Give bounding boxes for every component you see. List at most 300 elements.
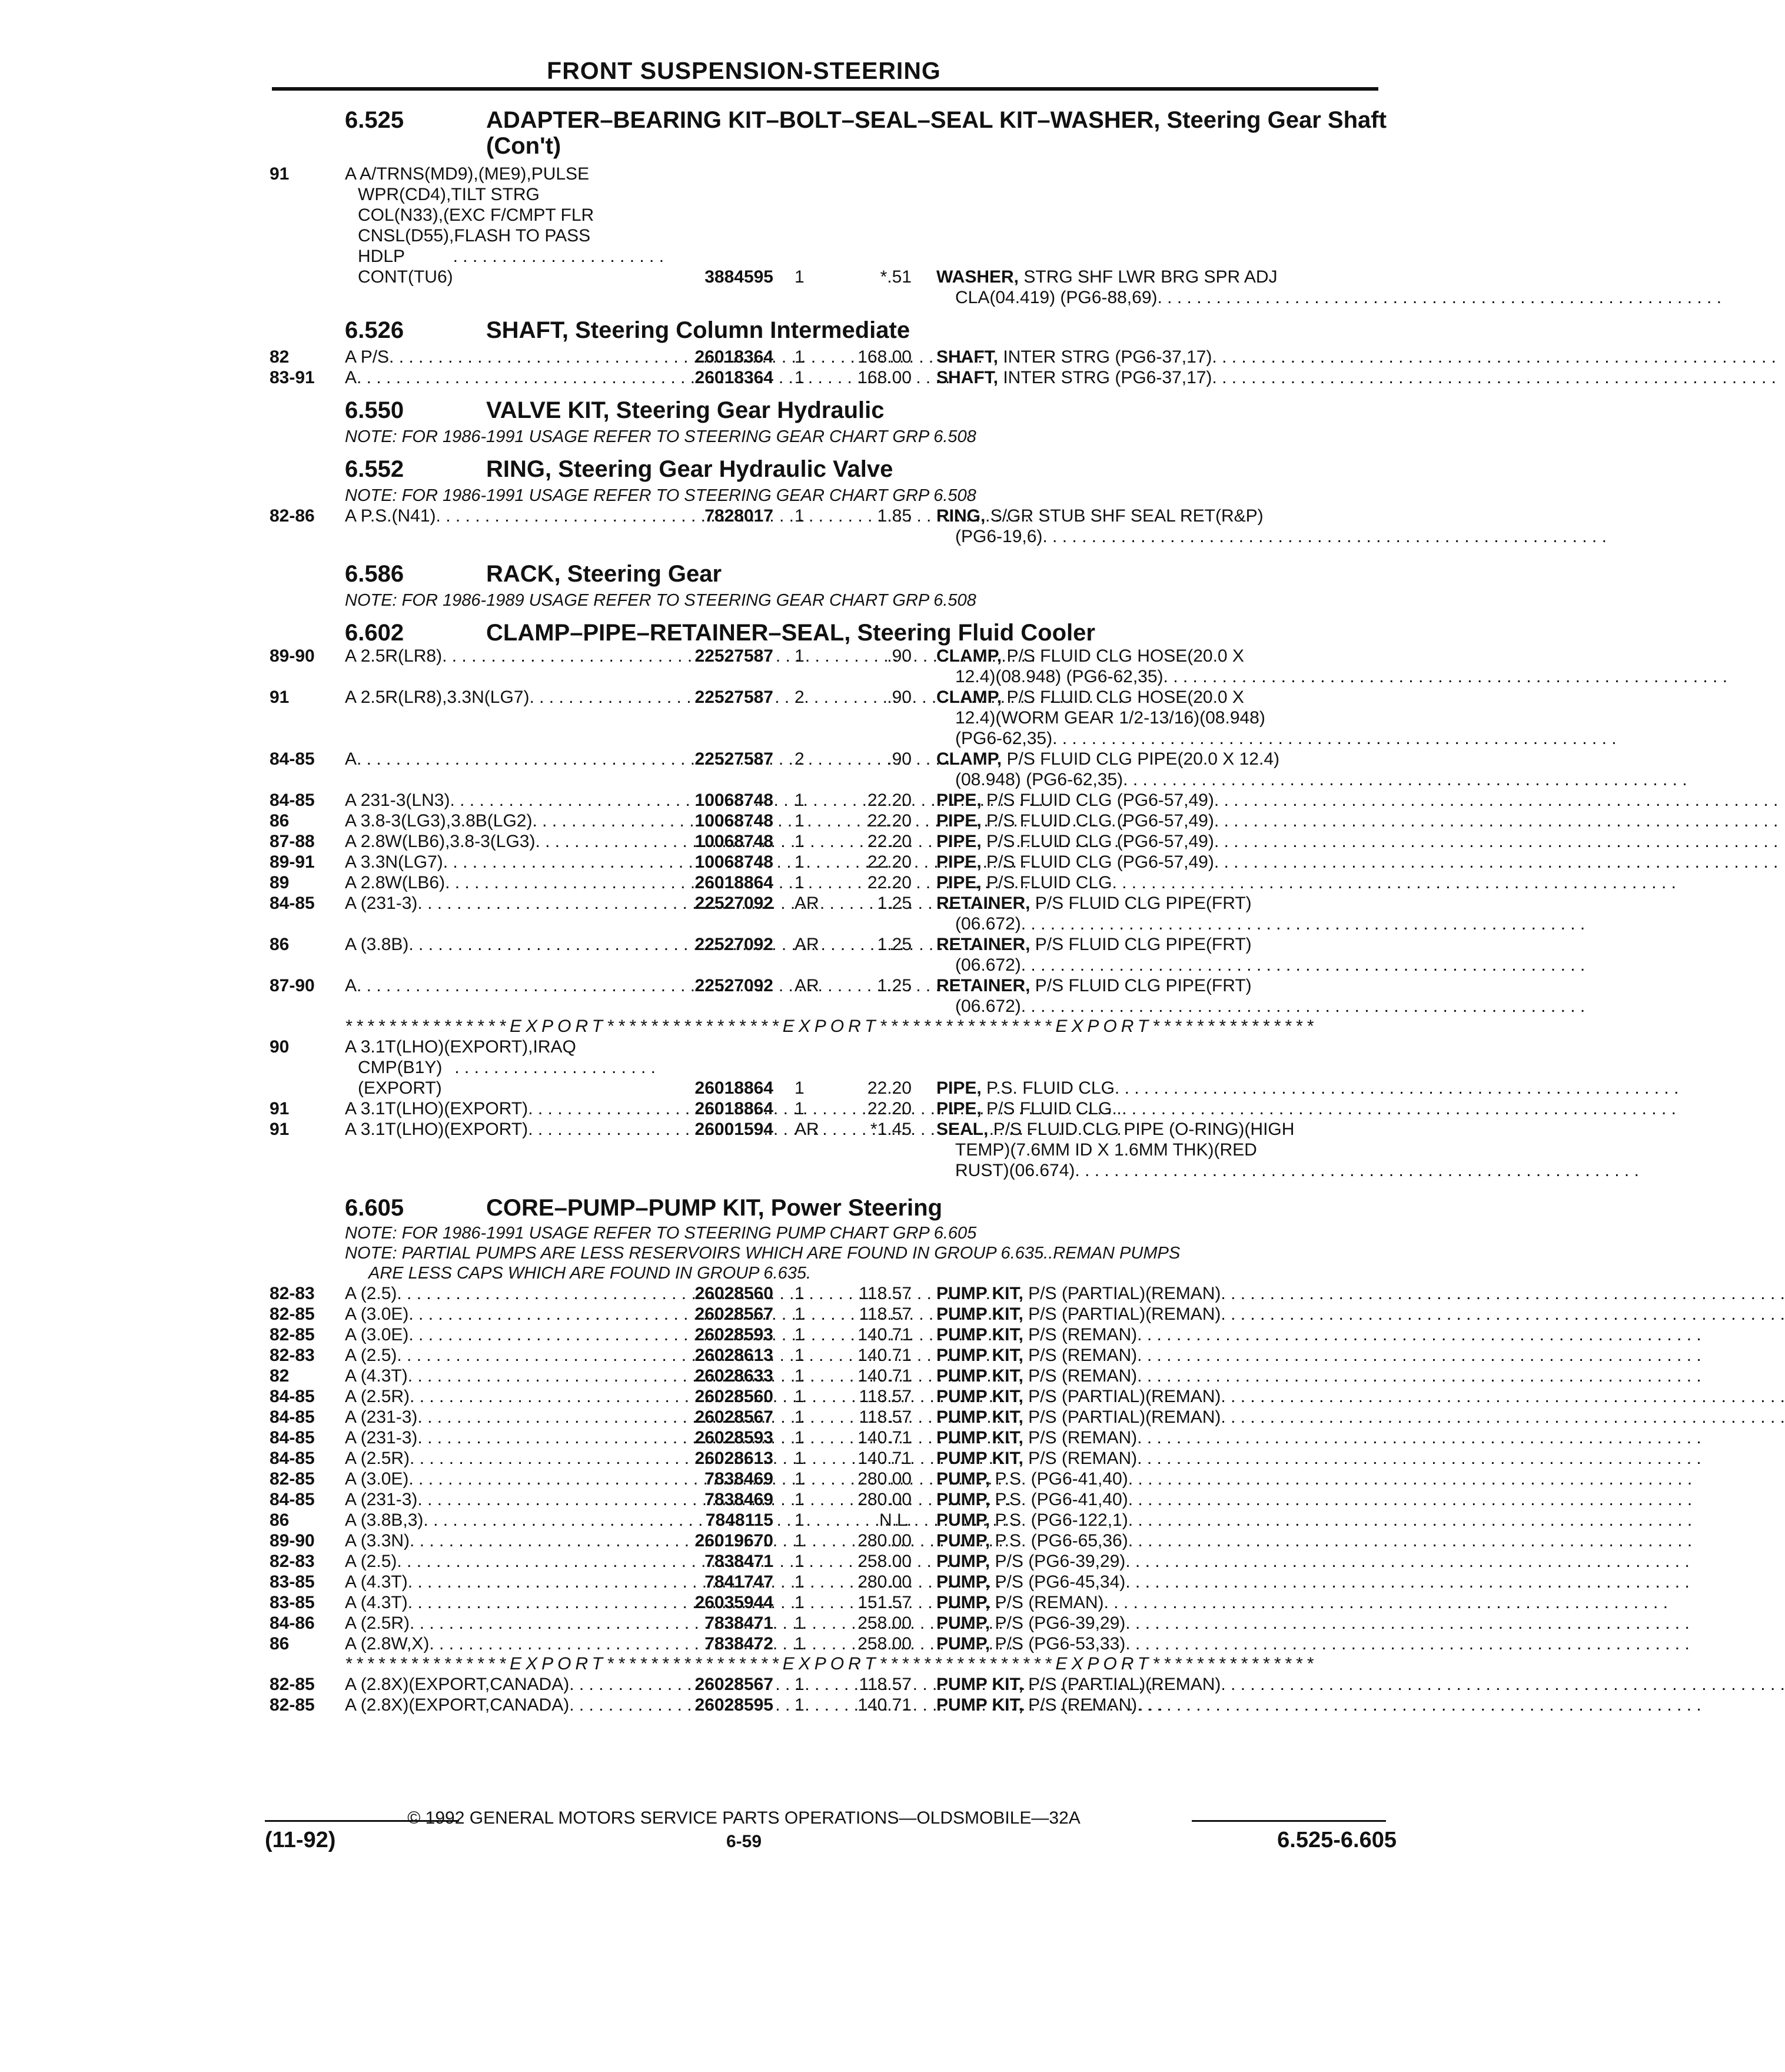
year-range: 87-90: [270, 976, 315, 995]
usage-text: A (2.8W,X): [345, 1634, 430, 1653]
price: .90: [887, 749, 912, 769]
description: [912, 1633, 1501, 1654]
usage-text: A (3.3N): [345, 1531, 410, 1550]
quantity: 1: [795, 1284, 805, 1303]
usage-cell: [345, 646, 656, 666]
usage-text: A (3.0E): [345, 1325, 409, 1344]
price: 140.71: [857, 1366, 912, 1386]
part-row: [270, 872, 1391, 893]
year-range: 84-85: [270, 1428, 315, 1447]
description-text: (06.672): [955, 914, 1021, 934]
price: 22.20: [867, 832, 912, 851]
year-range: 86: [270, 811, 290, 831]
year-range: 82: [270, 347, 290, 367]
usage-text: A: [345, 749, 357, 769]
dot-leader: [1021, 955, 1520, 975]
part-name: SHAFT,: [936, 368, 998, 387]
part-row: [270, 934, 1391, 955]
part-number: 7838469: [704, 1469, 773, 1489]
usage-cell: [345, 1572, 656, 1592]
description: [912, 1551, 1501, 1572]
part-number: 7841747: [704, 1572, 773, 1592]
dot-leader: [1137, 1366, 1500, 1386]
dot-leader: [1212, 347, 1500, 367]
year-range: 84-85: [270, 1490, 315, 1509]
quantity: 1: [795, 506, 805, 526]
description-text: (PG6-19,6): [955, 527, 1043, 546]
section-heading-6586: [270, 561, 1391, 587]
description-text: P/S FLUID CLG HOSE(20.0 X: [1006, 646, 1244, 666]
part-number: 26028593: [694, 1428, 773, 1447]
quantity: 1: [795, 1634, 805, 1653]
part-name: PUMP,: [936, 1552, 990, 1571]
price: 118.57: [859, 1387, 912, 1406]
part-row: [270, 646, 1391, 666]
description-text: INTER STRG (PG6-37,17): [1003, 347, 1212, 367]
part-row: [270, 1407, 1391, 1427]
section-heading-6602: [270, 620, 1391, 646]
price: 118.57: [859, 1304, 912, 1324]
part-number: 26018364: [694, 368, 773, 387]
description: [912, 872, 1501, 893]
part-number: 26028567: [694, 1407, 773, 1427]
description-text: P/S FLUID CLG (PG6-57,49): [986, 791, 1214, 810]
export-divider: ***************EXPORT****************EXPORT****************EXPORT***************: [345, 1017, 1318, 1036]
price: 1.25: [877, 976, 912, 995]
price: 1.25: [877, 935, 912, 954]
year-range: 82-85: [270, 1304, 315, 1324]
part-name: PUMP,: [936, 1510, 990, 1530]
part-row: [270, 1345, 1391, 1366]
quantity: 1: [795, 347, 805, 367]
quantity: 1: [795, 791, 805, 810]
part-row: [270, 790, 1391, 811]
price: 258.00: [857, 1613, 912, 1633]
price: 22.20: [867, 791, 912, 810]
part-name: PIPE,: [936, 832, 982, 851]
part-number: 10068748: [694, 791, 773, 810]
part-row: [270, 1119, 1391, 1140]
section-heading-6550: [270, 397, 1391, 423]
part-number: 26028595: [694, 1695, 773, 1715]
usage-text: A 3.1T(LHO)(EXPORT): [345, 1120, 528, 1139]
year-range: 82-85: [270, 1325, 315, 1344]
description: [912, 1304, 1501, 1324]
section-title: CLAMP–PIPE–RETAINER–SEAL, Steering Fluid Cooler: [486, 620, 1095, 646]
usage-cell: [345, 934, 656, 955]
part-number: 10068748: [694, 832, 773, 851]
part-row: [270, 852, 1391, 872]
usage-line: CNSL(D55),FLASH TO PASS: [358, 226, 591, 245]
quantity: AR: [795, 935, 819, 954]
usage-cell: [345, 1510, 656, 1530]
price: 140.71: [857, 1325, 912, 1344]
price: 22.20: [867, 1078, 912, 1098]
part-name: PUMP KIT,: [936, 1346, 1023, 1365]
part-row: [270, 1510, 1391, 1530]
description: [912, 1366, 1501, 1386]
part-number: 7838471: [704, 1613, 773, 1633]
year-range: 83-85: [270, 1572, 315, 1592]
part-name: RING,: [936, 506, 986, 526]
quantity: 1: [795, 1552, 805, 1571]
description-text: P/S (PG6-53,33): [995, 1634, 1126, 1653]
section-title: SHAFT, Steering Column Intermediate: [486, 317, 910, 343]
part-number: 26018864: [694, 873, 773, 892]
year-range: 90: [270, 1037, 290, 1057]
section-title: RACK, Steering Gear: [486, 561, 722, 587]
part-row: [270, 1613, 1391, 1633]
description: [912, 749, 1391, 769]
usage-cell: [345, 1037, 656, 1098]
usage-cell: [345, 1674, 656, 1695]
quantity: 1: [795, 1078, 805, 1098]
part-number: 26028613: [694, 1346, 773, 1365]
section-number: 6.550: [345, 397, 404, 423]
usage-cell: [345, 1530, 656, 1551]
section-heading-6525: [270, 107, 1391, 159]
part-row: [270, 367, 1391, 388]
price: 22.20: [867, 1099, 912, 1118]
dot-leader: [1021, 996, 1520, 1017]
part-row-continuation: [270, 769, 1391, 790]
quantity: 1: [795, 1675, 805, 1694]
usage-text: A 2.5R(LR8),3.3N(LG7): [345, 688, 530, 707]
dot-leader: [1052, 728, 1519, 749]
description-text: P/S FLUID CLG PIPE(FRT): [1035, 894, 1252, 913]
usage-cell: [345, 811, 656, 831]
description-text: P/S FLUID CLG PIPE(20.0 X 12.4): [1006, 749, 1279, 769]
section-heading-6552: [270, 456, 1391, 482]
description-text: P/S (REMAN): [1028, 1449, 1138, 1468]
part-row-continuation: [270, 1160, 1391, 1181]
part-name: PUMP KIT,: [936, 1387, 1023, 1406]
section-note: NOTE: FOR 1986-1991 USAGE REFER TO STEERING PUMP CHART GRP 6.605: [345, 1224, 977, 1243]
dot-leader: [1221, 1407, 1500, 1427]
usage-text: A: [345, 976, 357, 995]
dot-leader: [1112, 872, 1500, 893]
price: 140.71: [857, 1346, 912, 1365]
section-title: CORE–PUMP–PUMP KIT, Power Steering: [486, 1195, 942, 1221]
year-range: 84-85: [270, 749, 315, 769]
description-text: INTER STRG (PG6-37,17): [1003, 368, 1212, 387]
description: [942, 769, 1520, 790]
part-name: PUMP,: [936, 1490, 990, 1509]
description-text: P/S (PARTIAL)(REMAN): [1028, 1284, 1221, 1303]
description-text: P.S. FLUID CLG: [986, 1078, 1115, 1098]
section-title: VALVE KIT, Steering Gear Hydraulic: [486, 397, 885, 423]
description-text: (08.948) (PG6-62,35): [955, 770, 1123, 789]
price: 1.25: [877, 894, 912, 913]
description: [942, 708, 1391, 728]
usage-text: HDLP CONT(TU6): [358, 247, 453, 287]
dot-leader: [1137, 1427, 1500, 1448]
description: [942, 728, 1520, 749]
part-row-continuation: [270, 526, 1391, 547]
description-text: P/S (REMAN): [1028, 1346, 1138, 1365]
revision-date: (11-92): [265, 1828, 336, 1852]
description: [912, 975, 1391, 996]
part-name: CLAMP,: [936, 688, 1002, 707]
section-note: ARE LESS CAPS WHICH ARE FOUND IN GROUP 6.635.: [368, 1264, 812, 1283]
part-row: [270, 687, 1391, 708]
usage-line: A 3.1T(LHO)(EXPORT),IRAQ: [345, 1037, 576, 1057]
part-name: PUMP KIT,: [936, 1428, 1023, 1447]
year-range: 89-90: [270, 646, 315, 666]
quantity: 1: [795, 832, 805, 851]
dot-leader: [1128, 1489, 1501, 1510]
price: *.51: [880, 267, 912, 287]
part-name: PUMP,: [936, 1572, 990, 1592]
description-text: P/S FLUID CLG (PG6-57,49): [986, 832, 1214, 851]
part-row: [270, 1469, 1391, 1489]
description: [912, 687, 1391, 708]
description: [912, 831, 1501, 852]
dot-leader: [1042, 526, 1519, 547]
usage-cell: [345, 1695, 656, 1715]
quantity: 1: [795, 1304, 805, 1324]
year-range: 87-88: [270, 832, 315, 851]
part-row: [270, 831, 1391, 852]
description-text: P/S (REMAN): [995, 1593, 1104, 1612]
description-text: P/S FLUID CLG: [986, 1099, 1112, 1118]
part-number: 7828017: [704, 506, 773, 526]
usage-cell: [345, 1448, 656, 1469]
part-row-continuation: [270, 728, 1391, 749]
part-name: PIPE,: [936, 852, 982, 872]
section-number: 6.602: [345, 620, 404, 646]
part-row: [270, 1572, 1391, 1592]
description-text: TEMP)(7.6MM ID X 1.6MM THK)(RED: [955, 1140, 1257, 1160]
part-row: [270, 811, 1391, 831]
usage-cell: [345, 1366, 656, 1386]
description-text: P/S FLUID CLG PIPE (O-RING)(HIGH: [993, 1120, 1295, 1139]
part-name: PUMP,: [936, 1613, 990, 1633]
usage-text: A (2.8X)(EXPORT,CANADA): [345, 1675, 570, 1694]
year-range: 89-90: [270, 1531, 315, 1550]
part-name: PUMP,: [936, 1531, 990, 1550]
part-row-continuation: [270, 666, 1391, 687]
price: 168.00: [857, 368, 912, 387]
detail-cell: [656, 267, 1391, 287]
part-row: [270, 1592, 1391, 1613]
dot-leader: [1075, 1160, 1519, 1181]
usage-text: A (4.3T): [345, 1366, 408, 1386]
description: [912, 1427, 1501, 1448]
quantity: 1: [795, 267, 805, 287]
description: [912, 1695, 1501, 1715]
dot-leader: [1214, 811, 1501, 831]
quantity: 1: [795, 811, 805, 831]
description-text: P/S (REMAN): [1028, 1366, 1138, 1386]
usage-text: A (231-3): [345, 1407, 418, 1427]
description-text: RUST)(06.674): [955, 1161, 1075, 1180]
section-number: 6.605: [345, 1195, 404, 1221]
section-note: NOTE: FOR 1986-1989 USAGE REFER TO STEERING GEAR CHART GRP 6.508: [345, 591, 976, 610]
dot-leader: [1125, 1613, 1500, 1633]
description-text: P/S (PG6-39,29): [995, 1552, 1126, 1571]
description: [912, 1530, 1501, 1551]
dot-leader: [1125, 1633, 1500, 1654]
usage-cell: [345, 1427, 656, 1448]
part-name: PIPE,: [936, 811, 982, 831]
dot-leader: . . . . . . . . . . . . . . . . . . . . .: [454, 1058, 656, 1077]
description: [912, 1283, 1501, 1304]
year-range: 82-83: [270, 1552, 315, 1571]
description: [912, 1572, 1501, 1592]
price: 22.20: [867, 873, 912, 892]
copyright-notice: © 1992 GENERAL MOTORS SERVICE PARTS OPERATIONS—OLDSMOBILE—32A: [407, 1808, 1081, 1828]
description: [912, 646, 1391, 666]
part-number: 10068748: [694, 852, 773, 872]
dot-leader: [1221, 1283, 1500, 1304]
price: 280.00: [857, 1469, 912, 1489]
section-title: RING, Steering Gear Hydraulic Valve: [486, 456, 893, 482]
year-range: 91: [270, 1120, 290, 1139]
description-text: P/S FLUID CLG PIPE(FRT): [1035, 976, 1252, 995]
part-row: [270, 347, 1391, 367]
usage-text: A (3.8B): [345, 935, 409, 954]
price: 140.71: [857, 1449, 912, 1468]
dot-leader: [1158, 287, 1520, 308]
part-number: 26028613: [694, 1449, 773, 1468]
part-name: PUMP KIT,: [936, 1304, 1023, 1324]
part-name: PUMP KIT,: [936, 1366, 1023, 1386]
price: 258.00: [857, 1552, 912, 1571]
dot-leader: [1214, 831, 1501, 852]
quantity: 1: [795, 1613, 805, 1633]
part-number: 7838472: [704, 1634, 773, 1653]
part-row-continuation: [270, 996, 1391, 1017]
part-number: 7838471: [704, 1552, 773, 1571]
part-row: [270, 893, 1391, 914]
year-range: 89-91: [270, 852, 315, 872]
description-text: P/S FLUID CLG: [986, 873, 1112, 892]
description-text: P/S (REMAN): [1028, 1428, 1138, 1447]
part-number: 7848115: [705, 1510, 773, 1530]
dot-leader: [1123, 769, 1519, 790]
price: 118.57: [859, 1284, 912, 1303]
description-text: P/S (REMAN): [1028, 1325, 1138, 1344]
description: [912, 1592, 1501, 1613]
price: 118.57: [859, 1675, 912, 1694]
part-number: 26028567: [694, 1675, 773, 1694]
price: .90: [887, 646, 912, 666]
year-range: 82: [270, 1366, 290, 1386]
section-number: 6.586: [345, 561, 404, 587]
dot-leader: . . . . . . . . . . . . . . . . . . . . . .: [453, 247, 664, 266]
price: 22.20: [867, 852, 912, 872]
part-row-continuation: [270, 1140, 1391, 1160]
description-text: P/S (REMAN): [1028, 1695, 1138, 1715]
quantity: AR: [795, 976, 819, 995]
quantity: 1: [795, 852, 805, 872]
description-text: P.S. (PG6-122,1): [995, 1510, 1128, 1530]
part-number: 26028593: [694, 1325, 773, 1344]
part-name: PUMP KIT,: [936, 1449, 1023, 1468]
description-text: STRG SHF LWR BRG SPR ADJ: [1023, 267, 1278, 287]
dot-leader: [1125, 1572, 1500, 1592]
page-title: FRONT SUSPENSION-STEERING: [547, 57, 941, 84]
part-number: 7838469: [704, 1490, 773, 1509]
description-text: P/S (PG6-45,34): [995, 1572, 1126, 1592]
description: [942, 996, 1520, 1017]
dot-leader: [1128, 1510, 1501, 1530]
price: .90: [887, 688, 912, 707]
description-text: P/S FLUID CLG (PG6-57,49): [986, 811, 1214, 831]
part-number: 26018364: [694, 347, 773, 367]
description-text: CLA(04.419) (PG6-88,69): [955, 288, 1158, 307]
quantity: 2: [795, 749, 805, 769]
description-text: 12.4)(WORM GEAR 1/2-13/16)(08.948): [955, 708, 1265, 728]
part-number: 22527092: [694, 894, 773, 913]
description: [912, 893, 1391, 914]
group-range: 6.525-6.605: [1277, 1828, 1397, 1852]
part-number: 22527587: [694, 646, 773, 666]
parts-list-6602: [270, 646, 1391, 1017]
description-text: P/S (PG6-39,29): [995, 1613, 1126, 1633]
dot-leader: [1212, 367, 1500, 388]
quantity: 1: [795, 1366, 805, 1386]
usage-cell: [345, 831, 656, 852]
part-name: CLAMP,: [936, 749, 1002, 769]
description-text: P/S (PARTIAL)(REMAN): [1028, 1387, 1221, 1406]
description: [912, 1469, 1501, 1489]
description-text: (06.672): [955, 955, 1021, 975]
price: 1.85: [877, 506, 912, 526]
quantity: 1: [795, 1099, 805, 1118]
dot-leader: [1137, 1324, 1500, 1345]
year-range: 84-85: [270, 791, 315, 810]
usage-text: A (2.5R): [345, 1387, 410, 1406]
usage-text: A (231-3): [345, 894, 418, 913]
description: [912, 1448, 1501, 1469]
usage-text: A: [345, 368, 357, 387]
part-row: [270, 975, 1391, 996]
part-row: [270, 164, 1391, 287]
usage-text: A 3.8-3(LG3),3.8B(LG2): [345, 811, 533, 831]
year-range: 82-83: [270, 1346, 315, 1365]
year-range: 82-85: [270, 1695, 315, 1715]
description: [912, 1613, 1501, 1633]
year-range: 91: [270, 688, 290, 707]
part-name: PUMP KIT,: [936, 1675, 1023, 1694]
price: 151.57: [857, 1593, 912, 1612]
description: [942, 666, 1520, 687]
part-name: PIPE,: [936, 1099, 982, 1118]
year-range: 84-85: [270, 1407, 315, 1427]
part-number: 22527092: [694, 976, 773, 995]
section-note: NOTE: FOR 1986-1991 USAGE REFER TO STEERING GEAR CHART GRP 6.508: [345, 486, 976, 505]
usage-text: A 3.3N(LG7): [345, 852, 443, 872]
quantity: 1: [795, 1325, 805, 1344]
description-text: 12.4)(08.948) (PG6-62,35): [955, 667, 1164, 686]
catalog-content: [270, 104, 1391, 1715]
part-number: 26018864: [694, 1099, 773, 1118]
usage-text: A (3.0E): [345, 1304, 409, 1324]
usage-text: A 231-3(LN3): [345, 791, 450, 810]
part-name: SEAL,: [936, 1120, 989, 1139]
usage-cell: [345, 1283, 656, 1304]
year-range: 91: [270, 1099, 290, 1118]
quantity: 2: [795, 688, 805, 707]
usage-cell: [345, 1489, 656, 1510]
usage-text: A (231-3): [345, 1490, 418, 1509]
year-range: 89: [270, 873, 290, 892]
description: [912, 852, 1501, 872]
dot-leader: [1221, 1304, 1500, 1324]
usage-text: A (2.5R): [345, 1449, 410, 1468]
